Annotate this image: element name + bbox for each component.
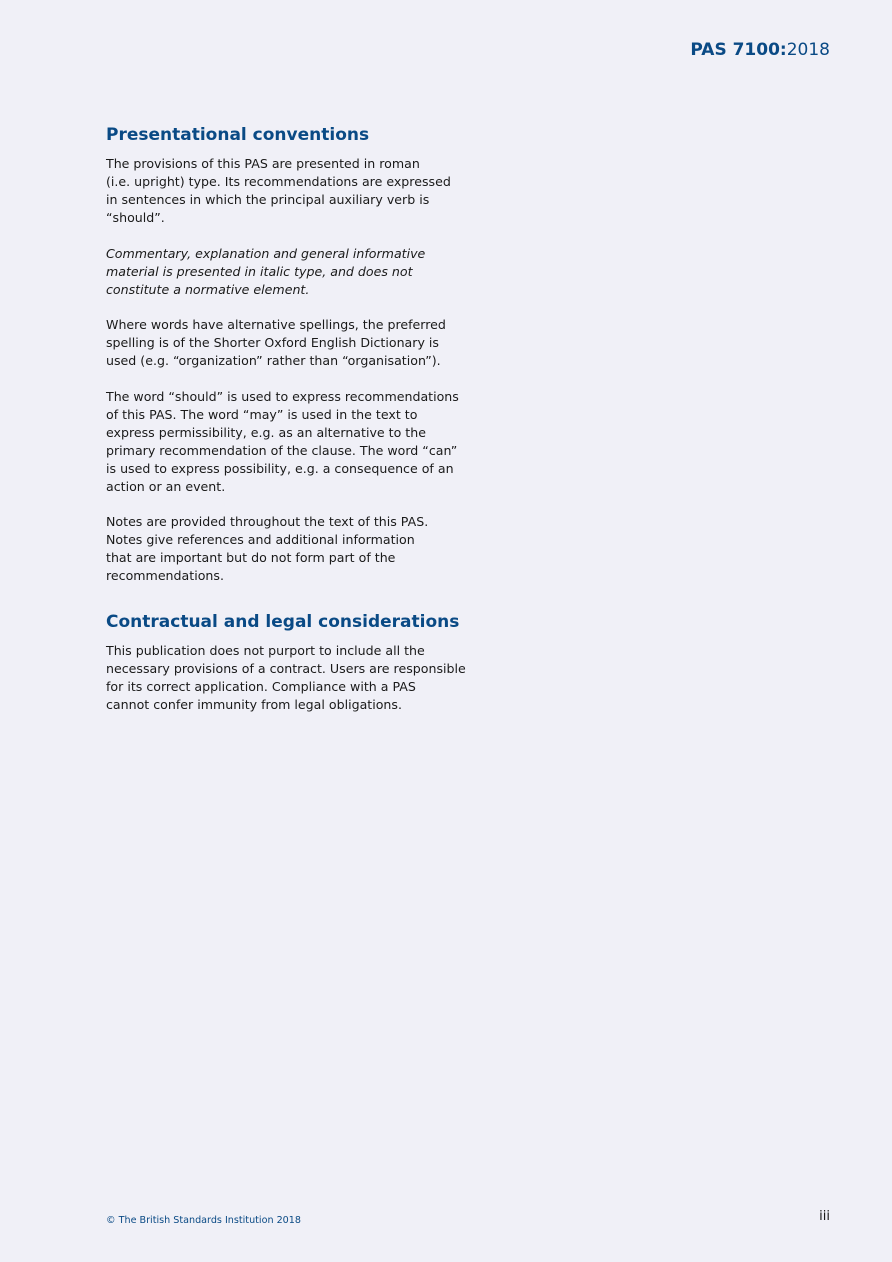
copyright-notice: © The British Standards Institution 2018 — [106, 1215, 301, 1226]
running-header — [690, 39, 830, 61]
paragraph: The word “should” is used to express recommendations of this PAS. The word “may” is used in the text to express permissibility, e.g. as an alternative to the primary recommendation of the clause. The word “can” is used to express possibility, e.g. a consequence of an action or an event. — [106, 388, 459, 494]
section-heading: Contractual and legal considerations — [106, 612, 460, 632]
page-number: iii — [819, 1209, 830, 1224]
main-content — [106, 124, 466, 740]
paragraph-italic-commentary: Commentary, explanation and general informative material is presented in italic type, and does not constitute a normative element. — [106, 245, 426, 297]
paragraph: Where words have alternative spellings, the preferred spelling is of the Shorter Oxford English Dictionary is used (e.g. “organization” rather than “organisation”). — [106, 317, 446, 368]
paragraph: Notes are provided throughout the text of this PAS. Notes give references and additional information that are important but do not form part of the recommendations. — [106, 514, 429, 583]
document-code: PAS 7100: — [690, 40, 787, 60]
section-presentational-conventions — [106, 124, 466, 585]
section-contractual-legal — [106, 611, 466, 714]
section-heading: Presentational conventions — [106, 125, 370, 145]
paragraph: This publication does not purport to include all the necessary provisions of a contract. Users are responsible for its correct application. Compliance with a PAS cannot confer immunity from legal obligations. — [106, 643, 466, 712]
document-year: 2018 — [786, 40, 830, 60]
paragraph: The provisions of this PAS are presented in roman (i.e. upright) type. Its recommendations are expressed in sentences in which the principal auxiliary verb is “should”. — [106, 156, 451, 225]
